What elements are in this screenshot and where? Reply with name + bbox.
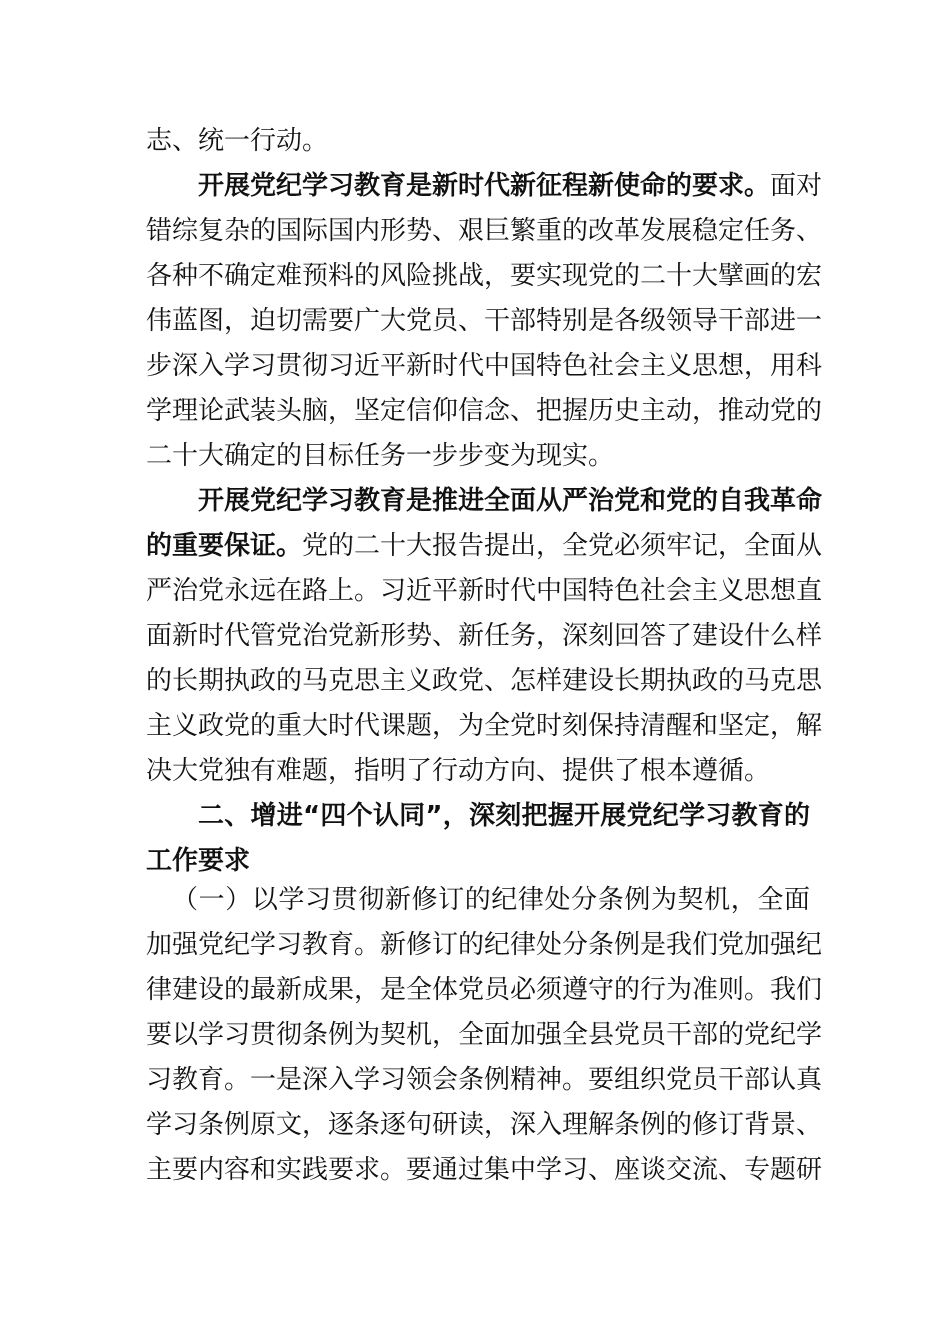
paragraph-line <box>146 1057 823 1103</box>
line-text: 决大党独有难题，指明了行动方向、提供了根本遵循。 <box>146 756 771 786</box>
line-text: 志、统一行动。 <box>146 126 329 156</box>
line-text: 步深入学习贯彻习近平新时代中国特色社会主义思想，用科 <box>146 351 823 381</box>
paragraph-line <box>146 523 823 569</box>
line-text: 二十大确定的目标任务一步步变为现实。 <box>146 441 615 471</box>
paragraph-line <box>146 1012 823 1058</box>
paragraph-line <box>146 388 823 434</box>
paragraph-line <box>146 613 823 659</box>
paragraph-line <box>146 433 810 479</box>
line-text: 学理论武装头脑，坚定信仰信念、把握历史主动，推动党的 <box>146 396 823 426</box>
paragraph-line <box>146 658 823 704</box>
paragraph-heading-line <box>198 478 823 524</box>
line-text: 主要内容和实践要求。要通过集中学习、座谈交流、专题研 <box>146 1155 823 1185</box>
paragraph-line <box>146 298 823 344</box>
paragraph-line <box>146 343 823 389</box>
subsection-line <box>172 877 810 923</box>
line-text: 主义政党的重大时代课题，为全党时刻保持清醒和坚定，解 <box>146 711 823 741</box>
line-text: 律建设的最新成果，是全体党员必须遵守的行为准则。我们 <box>146 975 823 1005</box>
bold-lead-sentence: 开展党纪学习教育是新时代新征程新使命的要求。 <box>198 171 771 201</box>
paragraph-line <box>146 208 823 254</box>
paragraph-line <box>146 253 823 299</box>
line-text: 的长期执政的马克思主义政党、怎样建设长期执政的马克思 <box>146 666 823 696</box>
line-text: 党的二十大报告提出，全党必须牢记，全面从 <box>302 531 823 561</box>
section-heading <box>198 793 810 839</box>
section-heading-text: 工作要求 <box>146 846 251 876</box>
line-text: 习教育。一是深入学习领会条例精神。要组织党员干部认真 <box>146 1065 823 1095</box>
line-text: 面新时代管党治党新形势、新任务，深刻回答了建设什么样 <box>146 621 823 651</box>
paragraph-line <box>146 922 823 968</box>
paragraph-heading-line <box>198 163 823 209</box>
line-text: （一）以学习贯彻新修订的纪律处分条例为契机，全面 <box>172 885 810 915</box>
bold-lead-sentence: 开展党纪学习教育是推进全面从严治党和党的自我革命 <box>198 486 823 516</box>
paragraph-line <box>146 118 810 164</box>
line-text: 面对 <box>770 171 823 201</box>
paragraph-line <box>146 967 823 1013</box>
paragraph-line <box>146 703 823 749</box>
paragraph-line <box>146 748 810 794</box>
paragraph-line <box>146 1147 823 1193</box>
line-text: 严治党永远在路上。习近平新时代中国特色社会主义思想直 <box>146 576 823 606</box>
bold-lead-sentence: 的重要保证。 <box>146 531 303 561</box>
line-text: 学习条例原文，逐条逐句研读，深入理解条例的修订背景、 <box>146 1110 823 1140</box>
paragraph-line <box>146 1102 823 1148</box>
paragraph-line <box>146 568 823 614</box>
section-heading-text: 二、增进“四个认同”，深刻把握开展党纪学习教育的 <box>198 801 810 831</box>
line-text: 错综复杂的国际国内形势、艰巨繁重的改革发展稳定任务、 <box>146 216 823 246</box>
line-text: 要以学习贯彻条例为契机，全面加强全县党员干部的党纪学 <box>146 1020 823 1050</box>
line-text: 各种不确定难预料的风险挑战，要实现党的二十大擘画的宏 <box>146 261 823 291</box>
line-text: 加强党纪学习教育。新修订的纪律处分条例是我们党加强纪 <box>146 930 823 960</box>
line-text: 伟蓝图，迫切需要广大党员、干部特别是各级领导干部进一 <box>146 306 823 336</box>
